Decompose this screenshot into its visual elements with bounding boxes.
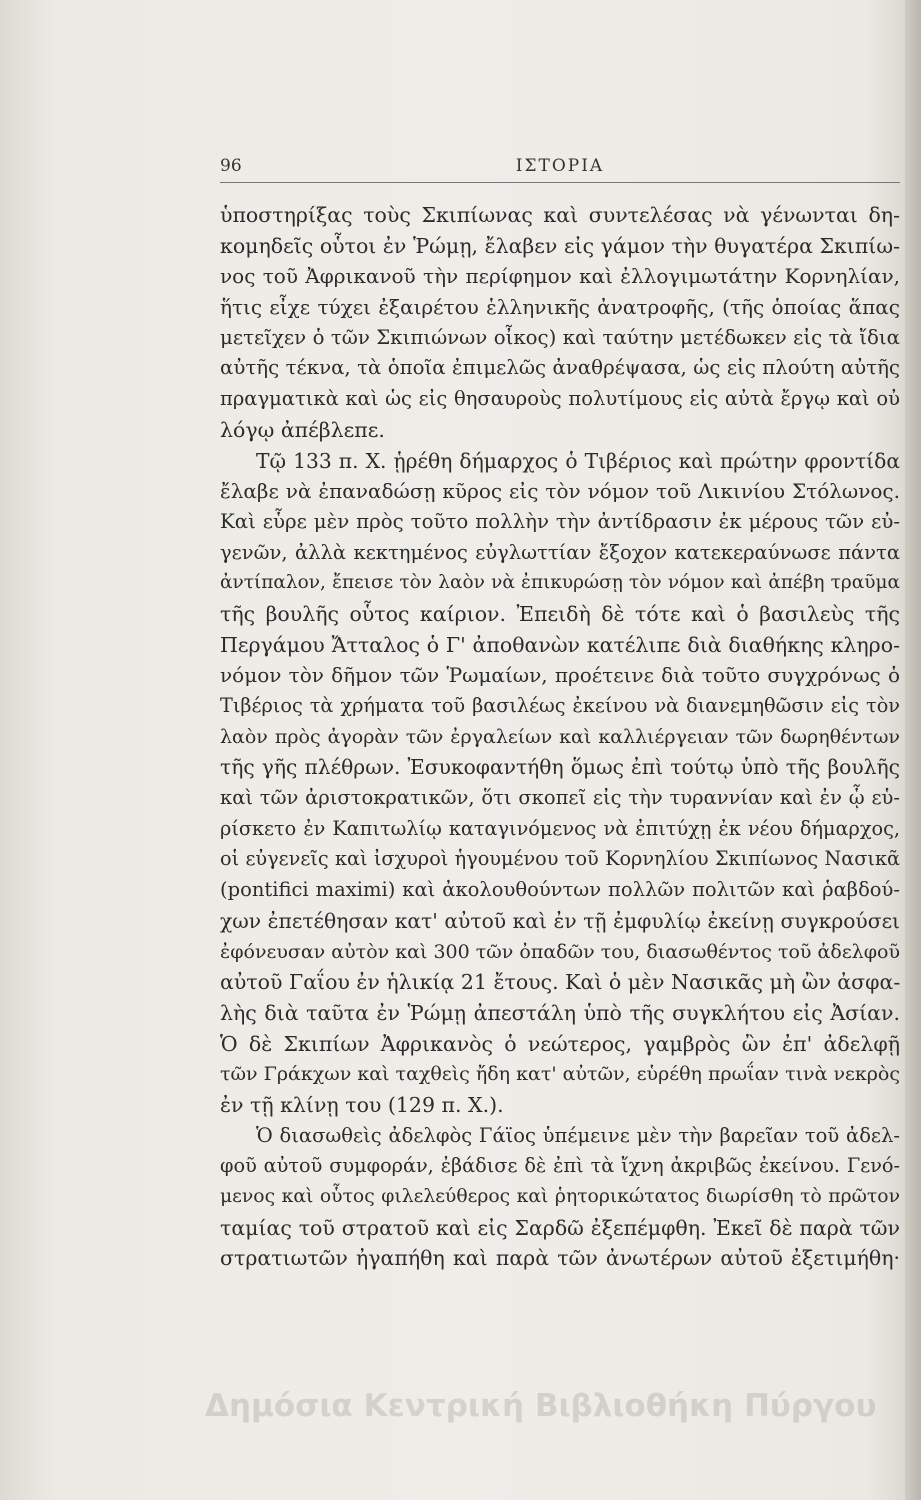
text-line: οἱ εὐγενεῖς καὶ ἰσχυροὶ ἡγουμένου τοῦ Κορνηλίου Σκιπίωνος Νασικᾶ	[220, 847, 900, 871]
text-line: γενῶν, ἀλλὰ κεκτημένος εὐγλωττίαν ἔξοχον κατεκεραύνωσε πάντα	[220, 540, 900, 564]
text-line: ἐφόνευσαν αὐτὸν καὶ 300 τῶν ὀπαδῶν του, διασωθέντος τοῦ ἀδελφοῦ	[220, 940, 900, 963]
text-line: χων ἐπετέθησαν κατ' αὐτοῦ καὶ ἐν τῇ ἐμφυλίῳ ἐκείνῃ συγκρούσει	[220, 908, 900, 933]
text-line: τῶν Γράκχων καὶ ταχθεὶς ἤδη κατ' αὐτῶν, εὑρέθη πρωΐαν τινὰ νεκρὸς	[220, 1063, 900, 1086]
text-line: λόγῳ ἀπέβλεπε.	[220, 417, 385, 442]
text-line: τῆς γῆς πλέθρων. Ἐσυκοφαντήθη ὅμως ἐπὶ τούτῳ ὑπὸ τῆς βουλῆς	[220, 755, 900, 780]
text-line: Καὶ εὗρε μὲν πρὸς τοῦτο πολλὴν τὴν ἀντίδρασιν ἐκ μέρους τῶν εὐ-	[220, 509, 900, 533]
text-line: ἀντίπαλον, ἔπεισε τὸν λαὸν νὰ ἐπικυρώσῃ τὸν νόμον καὶ ἀπέβη τραῦμα	[220, 572, 900, 594]
text-line: φοῦ αὐτοῦ συμφοράν, ἐβάδισε δὲ ἐπὶ τὰ ἴχνη ἀκριβῶς ἐκείνου. Γενό-	[220, 1154, 900, 1178]
text-line: μενος καὶ οὗτος φιλελεύθερος καὶ ῥητορικώτατος διωρίσθη τὸ πρῶτον	[220, 1186, 900, 1207]
page-header	[220, 150, 900, 186]
text-line: στρατιωτῶν ἠγαπήθη καὶ παρὰ τῶν ἀνωτέρων αὐτοῦ ἐξετιμήθη·	[220, 1246, 900, 1271]
text-line: ρίσκετο ἐν Καπιτωλίῳ καταγινόμενος νὰ ἐπιτύχῃ ἐκ νέου δήμαρχος,	[220, 816, 900, 840]
text-line: τῆς βουλῆς οὗτος καίριον. Ἐπειδὴ δὲ τότε καὶ ὁ βασιλεὺς τῆς	[220, 601, 900, 626]
text-line: ὑποστηρίξας τοὺς Σκιπίωνας καὶ συντελέσας νὰ γένωνται δη-	[220, 203, 900, 227]
text-line: Ὁ διασωθεὶς ἀδελφὸς Γάϊος ὑπέμεινε μὲν τὴν βαρεῖαν τοῦ ἀδελ-	[256, 1123, 900, 1147]
text-line: λὴς διὰ ταῦτα ἐν Ῥώμῃ ἀπεστάλη ὑπὸ τῆς συγκλήτου εἰς Ἀσίαν.	[220, 1000, 900, 1025]
page-number: 96	[220, 156, 242, 176]
text-line: (pontifici maximi) καὶ ἀκολουθούντων πολλῶν πολιτῶν καὶ ῥαβδού-	[220, 878, 900, 902]
text-line: Τιβέριος τὰ χρήματα τοῦ βασιλέως ἐκείνου νὰ διανεμηθῶσιν εἰς τὸν	[220, 694, 900, 717]
body-text	[220, 200, 900, 1274]
text-line: ταμίας τοῦ στρατοῦ καὶ εἰς Σαρδῶ ἐξεπέμφθη. Ἐκεῖ δὲ παρὰ τῶν	[220, 1215, 900, 1240]
text-line: αὐτοῦ Γαΐου ἐν ἡλικίᾳ 21 ἔτους. Καὶ ὁ μὲν Νασικᾶς μὴ ὢν ἀσφα-	[220, 970, 901, 995]
text-line: αὐτῆς τέκνα, τὰ ὁποῖα ἐπιμελῶς ἀναθρέψασα, ὡς εἰς πλούτη αὐτῆς	[220, 356, 900, 380]
text-line: Περγάμου Ἄτταλος ὁ Γ' ἀποθανὼν κατέλιπε διὰ διαθήκης κληρο-	[220, 632, 900, 657]
text-line: καὶ τῶν ἀριστοκρατικῶν, ὅτι σκοπεῖ εἰς τὴν τυραννίαν καὶ ἐν ᾧ εὑ-	[220, 786, 900, 810]
library-watermark: Δημόσια Κεντρική Βιβλιοθήκη Πύργου	[205, 1388, 877, 1424]
page-edge-shadow	[905, 0, 921, 1500]
text-line: ἐν τῇ κλίνῃ του (129 π. Χ.).	[220, 1092, 504, 1117]
running-title: ΙΣΤΟΡΙΑ	[515, 156, 605, 176]
header-rule	[220, 182, 900, 185]
text-line: ἔλαβε νὰ ἐπαναδώσῃ κῦρος εἰς τὸν νόμον τοῦ Λικινίου Στόλωνος.	[220, 479, 900, 504]
text-line: νος τοῦ Ἀφρικανοῦ τὴν περίφημον καὶ ἐλλογιμωτάτην Κορνηλίαν,	[220, 264, 900, 289]
text-line: λαὸν πρὸς ἀγορὰν τῶν ἐργαλείων καὶ καλλιέργειαν τῶν δωρηθέντων	[220, 725, 900, 748]
text-line: ἥτις εἶχε τύχει ἐξαιρέτου ἑλληνικῆς ἀνατροφῆς, (τῆς ὁποίας ἅπας	[220, 295, 900, 320]
text-line: νόμον τὸν δῆμον τῶν Ῥωμαίων, προέτεινε διὰ τοῦτο συγχρόνως ὁ	[220, 663, 900, 688]
text-line: Τῷ 133 π. Χ. ᾑρέθη δήμαρχος ὁ Τιβέριος καὶ πρώτην φροντίδα	[256, 448, 900, 473]
text-line: πραγματικὰ καὶ ὡς εἰς θησαυροὺς πολυτίμους εἰς αὐτὰ ἔργῳ καὶ οὐ	[220, 387, 900, 411]
text-line: μετεῖχεν ὁ τῶν Σκιπιώνων οἶκος) καὶ ταύτην μετέδωκεν εἰς τὰ ἴδια	[220, 325, 900, 349]
text-line: κομηδεῖς οὗτοι ἐν Ῥώμῃ, ἔλαβεν εἰς γάμον τὴν θυγατέρα Σκιπίω-	[220, 233, 900, 258]
text-line: Ὁ δὲ Σκιπίων Ἀφρικανὸς ὁ νεώτερος, γαμβρὸς ὢν ἐπ' ἀδελφῇ	[220, 1031, 900, 1056]
